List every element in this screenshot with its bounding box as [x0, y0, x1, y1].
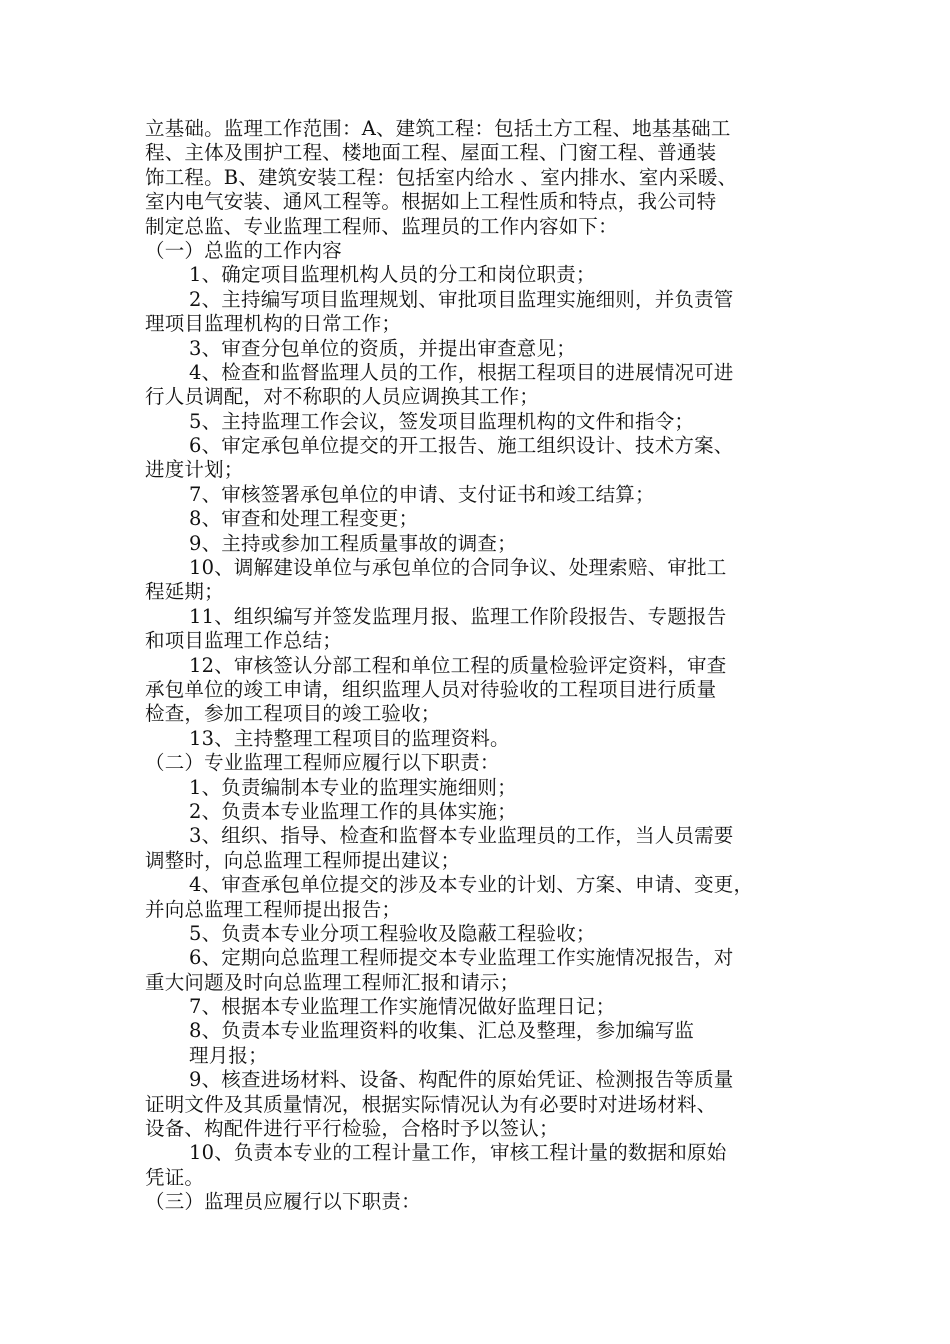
text-line: （一）总监的工作内容 [145, 238, 343, 262]
text-line: 7、根据本专业监理工作实施情况做好监理日记； [189, 995, 616, 1019]
text-line: 2、主持编写项目监理规划、审批项目监理实施细则，并负责管 [189, 287, 734, 311]
text-line: 立基础。监理工作范围：A、建筑工程：包括土方工程、地基基础工 [145, 117, 731, 140]
text-line: 9、主持或参加工程质量事故的调查； [189, 531, 517, 555]
text-line: （二）专业监理工程师应履行以下职责： [145, 751, 500, 775]
text-line: 10、调解建设单位与承包单位的合同争议、处理索赔、审批工 [189, 556, 727, 580]
text-line: 饰工程。B、建筑安装工程：包括室内给水 、室内排水、室内采暖、 [145, 165, 738, 189]
text-line: （三）监理员应履行以下职责： [145, 1190, 421, 1214]
text-line: 重大问题及时向总监理工程师汇报和请示； [145, 970, 520, 994]
text-line: 8、审查和处理工程变更； [189, 507, 419, 531]
text-line: 程延期； [145, 580, 224, 604]
text-line: 2、负责本专业监理工作的具体实施； [189, 799, 517, 823]
text-line: 4、审查承包单位提交的涉及本专业的计划、方案、申请、变更， [189, 873, 754, 897]
text-line: 4、检查和监督监理人员的工作，根据工程项目的进展情况可进 [189, 360, 734, 384]
text-line: 5、主持监理工作会议，签发项目监理机构的文件和指令； [189, 409, 695, 433]
text-line: 证明文件及其质量情况，根据实际情况认为有必要时对进场材料、 [145, 1092, 717, 1116]
text-line: 并向总监理工程师提出报告； [145, 897, 402, 921]
text-line: 检查，参加工程项目的竣工验收； [145, 702, 441, 726]
text-line: 8、负责本专业监理资料的收集、汇总及整理，参加编写监 [189, 1019, 695, 1043]
text-line: 制定总监、专业监理工程师、监理员的工作内容如下： [145, 214, 618, 238]
text-line: 3、审查分包单位的资质，并提出审查意见； [189, 336, 576, 360]
text-line: 7、审核签署承包单位的申请、支付证书和竣工结算； [189, 482, 655, 506]
text-line: 设备、构配件进行平行检验，合格时予以签认； [145, 1117, 559, 1141]
text-line: 1、确定项目监理机构人员的分工和岗位职责； [189, 263, 596, 287]
text-line: 12、审核签认分部工程和单位工程的质量检验评定资料，审查 [189, 653, 727, 677]
text-line: 室内电气安装、通风工程等。根据如上工程性质和特点，我公司特 [145, 190, 717, 214]
text-line: 行人员调配，对不称职的人员应调换其工作； [145, 385, 540, 409]
text-line: 10、负责本专业的工程计量工作，审核工程计量的数据和原始 [189, 1141, 727, 1165]
text-line: 理月报； [189, 1043, 268, 1067]
text-line: 11、组织编写并签发监理月报、监理工作阶段报告、专题报告 [189, 604, 727, 628]
text-line: 承包单位的竣工申请，组织监理人员对待验收的工程项目进行质量 [145, 677, 717, 701]
text-line: 和项目监理工作总结； [145, 629, 343, 653]
text-line: 1、负责编制本专业的监理实施细则； [189, 775, 517, 799]
text-line: 6、定期向总监理工程师提交本专业监理工作实施情况报告，对 [189, 946, 734, 970]
text-line: 凭证。 [145, 1165, 205, 1189]
document-body [145, 117, 825, 1215]
text-line: 6、审定承包单位提交的开工报告、施工组织设计、技术方案、 [189, 434, 734, 458]
text-line: 9、核查进场材料、设备、构配件的原始凭证、检测报告等质量 [189, 1068, 734, 1092]
text-line: 13、主持整理工程项目的监理资料。 [189, 726, 510, 750]
text-line: 程、主体及围护工程、楼地面工程、屋面工程、门窗工程、普通装 [145, 141, 717, 165]
text-line: 理项目监理机构的日常工作； [145, 312, 402, 336]
text-line: 进度计划； [145, 458, 244, 482]
text-line: 5、负责本专业分项工程验收及隐蔽工程验收； [189, 921, 596, 945]
text-line: 调整时，向总监理工程师提出建议； [145, 848, 461, 872]
text-line: 3、组织、指导、检查和监督本专业监理员的工作，当人员需要 [189, 824, 734, 848]
